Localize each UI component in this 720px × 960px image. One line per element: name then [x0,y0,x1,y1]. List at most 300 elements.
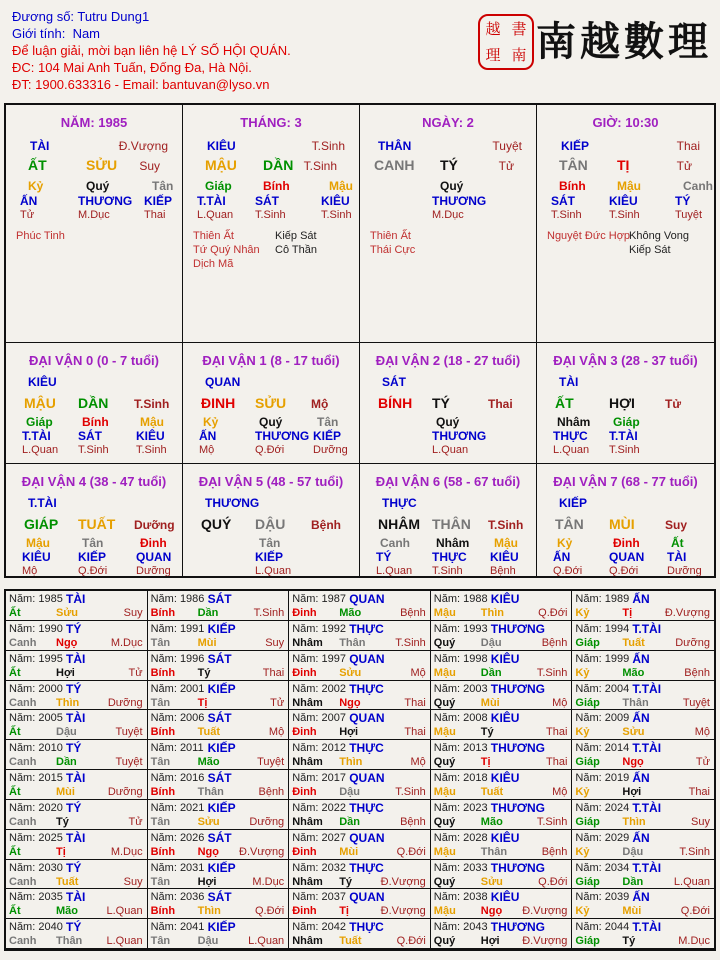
year-chi: Sửu [197,815,220,828]
year-can: Canh [9,815,37,828]
year-label [151,802,205,814]
year-number: 2006 [179,712,205,725]
year-cell [289,800,431,830]
hidden-truong-sinh: Thai [144,209,166,221]
year-chi: Hợi [197,875,217,888]
year-label [575,623,629,635]
year-label [292,683,346,695]
year-number: 2038 [463,891,488,904]
year-truong-sinh: Q.Đới [254,905,285,918]
year-label [575,772,629,784]
year-cell [289,919,431,949]
hidden-truong-sinh: L.Quan [376,565,413,576]
year-thap-than: QUAN [349,830,385,845]
hidden-thap-than: KIẾP [144,194,173,208]
year-thap-than: QUAN [349,651,385,666]
chi: SỬU [86,157,118,173]
year-number: 2002 [321,682,347,695]
year-truong-sinh: Tuyệt [115,726,143,739]
year-number: 1989 [604,593,630,605]
year-can: Quý [433,815,456,828]
year-truong-sinh: Dưỡng [675,636,710,649]
year-thap-than: KIẾP [207,681,236,696]
year-number: 1994 [604,622,630,635]
year-cell [289,710,431,740]
dai-van-cell [537,464,714,576]
truong-sinh: T.Sinh [488,518,524,532]
year-label [434,653,488,665]
year-can: Canh [9,935,37,948]
year-chi: Thìn [480,607,505,619]
year-label [151,891,205,903]
hidden-can: Giáp [613,415,640,429]
year-chi: Tý [56,815,69,828]
year-chi: Tị [197,696,208,709]
year-thap-than: THỰC [349,681,384,696]
year-label [9,832,63,844]
year-thap-than: ẤN [632,890,650,905]
year-cell [6,860,148,890]
year-label [9,921,63,933]
pillar-title: GIỜ: 10:30 [592,115,659,130]
year-can: Quý [433,875,456,888]
year-prefix: Năm: [575,921,602,934]
year-cell [6,681,148,711]
year-truong-sinh: Tử [695,756,710,769]
can: MẬU [205,157,237,173]
truong-sinh: Bệnh [311,518,341,532]
hidden-can: Mậu [140,415,164,429]
year-chi: Tý [197,666,211,679]
truong-sinh: Thai [676,139,700,153]
year-thap-than: KIÊU [490,651,520,666]
year-number: 2010 [38,742,63,755]
year-prefix: Năm: [575,593,602,605]
year-truong-sinh: Mộ [552,696,568,709]
year-number: 1987 [321,593,347,605]
hidden-truong-sinh: T.Sinh [432,565,463,576]
truong-sinh: T.Sinh [134,397,170,411]
year-chi: Thân [480,845,508,858]
year-can: Ất [9,786,21,798]
year-can: Đinh [292,607,317,619]
year-number: 2023 [463,801,488,814]
hidden-truong-sinh: T.Sinh [609,209,640,221]
year-number: 2028 [463,831,488,844]
year-prefix: Năm: [9,682,36,695]
year-number: 2021 [179,801,205,814]
year-can: Tân [150,636,171,649]
year-thap-than: THƯƠNG [490,860,545,875]
dai-van-title: ĐẠI VẬN 7 (68 - 77 tuổi) [553,474,698,489]
year-cell [6,830,148,860]
year-can: Ất [9,726,21,739]
star: Không Vong [629,230,689,242]
hidden-can: Bính [559,179,586,193]
year-prefix: Năm: [433,652,461,665]
year-chi: Hợi [480,935,500,948]
star: Nguyệt Đức Hợp [547,230,631,242]
year-chi: Thân [56,935,83,948]
pillar-title: THÁNG: 3 [240,115,302,130]
truong-sinh: Tuyệt [492,139,522,153]
year-truong-sinh: T.Sinh [536,815,568,828]
chi: THÂN [432,516,471,532]
year-chi: Tị [56,845,66,858]
year-label [292,623,346,635]
brand-logo: 南越數理 [536,18,712,65]
year-can: Mậu [433,905,456,918]
star: Tứ Quý Nhân [193,244,260,256]
year-chi: Mùi [197,636,217,649]
hidden-can: Mậu [617,179,641,193]
year-cell [6,740,148,770]
year-chi: Ngọ [56,636,78,649]
year-thap-than: ẤN [632,592,650,606]
year-truong-sinh: Q.Đới [538,607,568,619]
year-cell [431,830,573,860]
year-can: Kỷ [575,905,590,918]
nap-am: T.Sinh [303,159,337,173]
star: Phúc Tinh [16,230,65,242]
hidden-thap-than: TÝ [376,550,392,564]
dai-van-cell [360,464,537,576]
contact-line-2: ĐC: 104 Mai Anh Tuấn, Đống Đa, Hà Nội. [12,60,252,75]
year-label [575,862,629,874]
hidden-truong-sinh: Tử [20,209,35,221]
year-truong-sinh: Mộ [410,756,426,769]
year-number: 2009 [604,712,630,725]
year-can: Nhâm [292,815,323,828]
year-cell [431,740,573,770]
year-label [292,593,346,605]
year-label [151,653,205,665]
year-truong-sinh: Mộ [694,726,710,739]
year-prefix: Năm: [433,801,461,814]
year-truong-sinh: Đ.Vượng [664,607,710,619]
year-thap-than: KIẾP [207,800,236,815]
year-truong-sinh: Tuyệt [682,696,710,709]
year-truong-sinh: Đ.Vượng [522,905,568,918]
year-number: 2022 [321,801,347,814]
contact-line-1: Để luận giải, mời bạn liên hệ LÝ SỐ HỘI QUÁN. [12,43,291,58]
year-truong-sinh: Đ.Vượng [522,935,568,948]
year-chi: Mùi [339,845,359,858]
thap-than: THỰC [382,496,417,510]
year-cell [572,740,714,770]
year-prefix: Năm: [9,622,36,635]
year-can: Quý [433,696,456,709]
hidden-can: Ất [671,536,684,550]
year-prefix: Năm: [150,891,177,904]
year-chi: Sửu [480,875,503,888]
seal-char: 理 [485,45,501,64]
year-cell [148,800,290,830]
year-prefix: Năm: [433,921,461,934]
can: BÍNH [378,395,413,411]
year-can: Nhâm [292,636,323,649]
star: Thiên Ất [193,230,234,242]
pillar-title: NĂM: 1985 [60,115,128,130]
year-label [151,742,204,754]
year-chi: Thân [622,696,649,709]
year-thap-than: THỰC [349,741,384,756]
year-truong-sinh: Tử [128,815,143,828]
year-thap-than: SÁT [207,890,232,905]
hidden-thap-than: SÁT [551,194,575,208]
year-prefix: Năm: [292,742,319,755]
year-cell [572,889,714,919]
hidden-thap-than: KIÊU [136,429,165,443]
thap-than: THÂN [378,139,412,153]
dai-van-title: ĐẠI VẬN 0 (0 - 7 tuổi) [28,353,159,368]
year-truong-sinh: Suy [691,815,710,828]
year-can: Canh [9,696,37,709]
seal-char: 南 [511,45,527,64]
year-cell [431,621,573,651]
year-prefix: Năm: [292,593,319,605]
year-label [575,921,629,933]
year-prefix: Năm: [9,712,36,725]
dai-van-cell [6,343,183,464]
year-thap-than: TÝ [66,681,82,696]
can: CANH [374,157,415,173]
year-can: Đinh [292,845,317,858]
year-can: Tân [150,815,171,828]
year-chi: Thìn [197,905,221,918]
can: QUÝ [201,516,232,532]
year-label [151,712,205,724]
hidden-truong-sinh: T.Sinh [136,444,167,456]
year-thap-than: QUAN [349,592,385,606]
year-number: 1992 [321,622,347,635]
year-truong-sinh: Q.Đới [396,935,426,948]
year-truong-sinh: Đ.Vượng [380,905,426,918]
hidden-thap-than: T.TÀI [609,429,638,443]
thap-than: QUAN [205,375,241,389]
year-label [9,891,63,903]
year-cell [289,860,431,890]
hidden-truong-sinh: L.Quan [432,444,469,456]
star: Dịch Mã [193,258,234,270]
year-cell [6,919,148,949]
year-thap-than: THỰC [349,920,384,935]
pillar-title: NGÀY: 2 [422,115,474,130]
year-can: Giáp [575,815,600,828]
hidden-truong-sinh: T.Sinh [78,444,109,456]
star: Kiếp Sát [275,230,317,242]
thap-than: THƯƠNG [205,496,260,510]
year-prefix: Năm: [9,652,36,665]
can: ẤT [555,395,574,411]
year-chi: Mão [480,815,503,828]
year-truong-sinh: Mộ [268,726,285,739]
year-number: 2044 [604,921,630,934]
pillar-cell [6,105,183,343]
year-can: Mậu [433,845,456,858]
can: GIÁP [24,516,59,532]
year-can: Canh [9,875,37,888]
year-prefix: Năm: [433,772,461,784]
year-chi: Mùi [56,786,75,798]
year-label [575,802,629,814]
year-truong-sinh: T.Sinh [679,845,710,858]
chi: SỬU [255,395,287,411]
year-chi: Sửu [339,666,362,679]
year-can: Bính [150,786,176,798]
year-thap-than: ẤN [632,771,650,785]
year-label [575,683,629,695]
year-number: 1999 [604,652,630,665]
year-chi: Mùi [480,696,500,709]
year-cell [289,830,431,860]
year-truong-sinh: Suy [123,607,143,619]
year-thap-than: TÀI [66,592,86,606]
year-number: 1986 [179,593,205,605]
hidden-can: Giáp [26,415,53,429]
year-truong-sinh: M.Dục [110,845,143,858]
seal-char: 書 [511,19,527,38]
hidden-can: Kỷ [28,179,44,193]
year-can: Giáp [575,935,600,948]
hidden-thap-than: THỰC [432,550,467,564]
year-label [575,593,629,605]
year-prefix: Năm: [292,652,319,665]
year-number: 2016 [179,772,205,784]
year-thap-than: TÀI [66,830,86,845]
chi: HỢI [609,395,635,411]
year-number: 2015 [38,772,63,784]
year-label [292,802,346,814]
hidden-truong-sinh: Dưỡng [136,565,171,576]
year-can: Kỷ [575,666,590,679]
year-number: 2033 [463,861,488,874]
year-thap-than: THƯƠNG [490,920,545,935]
year-thap-than: T.TÀI [632,741,662,756]
dai-van-title: ĐẠI VẬN 1 (8 - 17 tuổi) [202,353,340,368]
year-number: 2037 [321,891,347,904]
year-chi: Dần [480,666,502,679]
nap-am: Tử [498,159,514,173]
year-truong-sinh: M.Dục [110,636,143,649]
year-label [575,742,629,754]
year-number: 2032 [321,861,347,874]
year-cell [148,860,290,890]
hidden-thap-than: KIÊU [609,194,638,208]
year-prefix: Năm: [9,801,36,814]
year-number: 2031 [179,861,205,874]
year-can: Mậu [433,666,456,679]
year-cell [431,591,573,621]
hidden-thap-than: TÀI [667,550,687,564]
hidden-truong-sinh: L.Quan [553,444,590,456]
year-prefix: Năm: [575,742,602,755]
year-grid [4,589,716,951]
year-truong-sinh: Mộ [552,786,568,798]
hidden-truong-sinh: Dưỡng [667,565,702,576]
year-number: 2030 [38,861,63,874]
year-can: Canh [9,636,37,649]
truong-sinh: Dưỡng [134,518,175,532]
year-chi: Dậu [480,636,502,649]
hidden-thap-than: QUAN [136,550,172,564]
year-chi: Tị [480,756,491,769]
year-prefix: Năm: [292,921,319,934]
year-can: Kỷ [575,786,590,798]
year-truong-sinh: Tử [270,696,285,709]
hidden-thap-than: QUAN [609,550,645,564]
year-label [151,862,205,874]
name-label: Đương số: [12,9,75,24]
year-prefix: Năm: [150,861,177,874]
pillar-cell [537,105,714,343]
year-prefix: Năm: [292,861,319,874]
year-cell [148,710,290,740]
year-prefix: Năm: [433,593,461,605]
year-truong-sinh: Dưỡng [249,815,285,828]
seal-stamp [478,14,534,70]
year-label [434,593,488,605]
year-truong-sinh: L.Quan [106,905,143,918]
year-cell [431,919,573,949]
hidden-truong-sinh: Bệnh [490,565,516,576]
hidden-can: Đinh [140,536,167,550]
stars-right [275,229,317,257]
nap-am: Tử [676,159,692,173]
year-cell [431,889,573,919]
hidden-can: Tân [152,179,174,193]
year-thap-than: T.TÀI [632,621,662,636]
year-label [9,712,63,724]
stars-left [16,229,65,243]
year-prefix: Năm: [150,772,177,784]
year-can: Ất [9,905,21,918]
year-can: Bính [150,905,176,918]
year-number: 1991 [179,622,205,635]
year-cell [6,621,148,651]
year-label [434,712,488,724]
year-chi: Thân [339,636,366,649]
hidden-thap-than: THỰC [553,429,588,443]
year-thap-than: SÁT [207,830,232,845]
year-truong-sinh: Tuyệt [115,756,143,769]
hidden-can: Mậu [494,536,518,550]
year-cell [431,681,573,711]
year-cell [148,681,290,711]
hidden-truong-sinh: T.Sinh [321,209,352,221]
year-chi: Dần [339,815,360,828]
can: MẬU [24,395,56,411]
year-number: 1988 [463,593,488,605]
year-number: 2000 [38,682,63,695]
chart-grid [4,103,716,578]
thap-than: KIÊU [207,139,236,153]
year-truong-sinh: Mộ [410,666,426,679]
hidden-thap-than: KIẾP [255,550,284,564]
year-number: 2012 [321,742,347,755]
dai-van-title: ĐẠI VẬN 6 (58 - 67 tuổi) [375,474,521,489]
year-label [292,742,346,754]
hidden-thap-than: KIÊU [22,550,51,564]
star: Thái Cực [370,244,416,256]
hidden-truong-sinh: T.Sinh [255,209,286,221]
year-cell [431,710,573,740]
year-cell [431,651,573,681]
year-truong-sinh: Thai [404,726,426,739]
hidden-truong-sinh: Q.Đới [553,565,583,576]
year-number: 1995 [38,652,63,665]
year-label [292,712,346,724]
